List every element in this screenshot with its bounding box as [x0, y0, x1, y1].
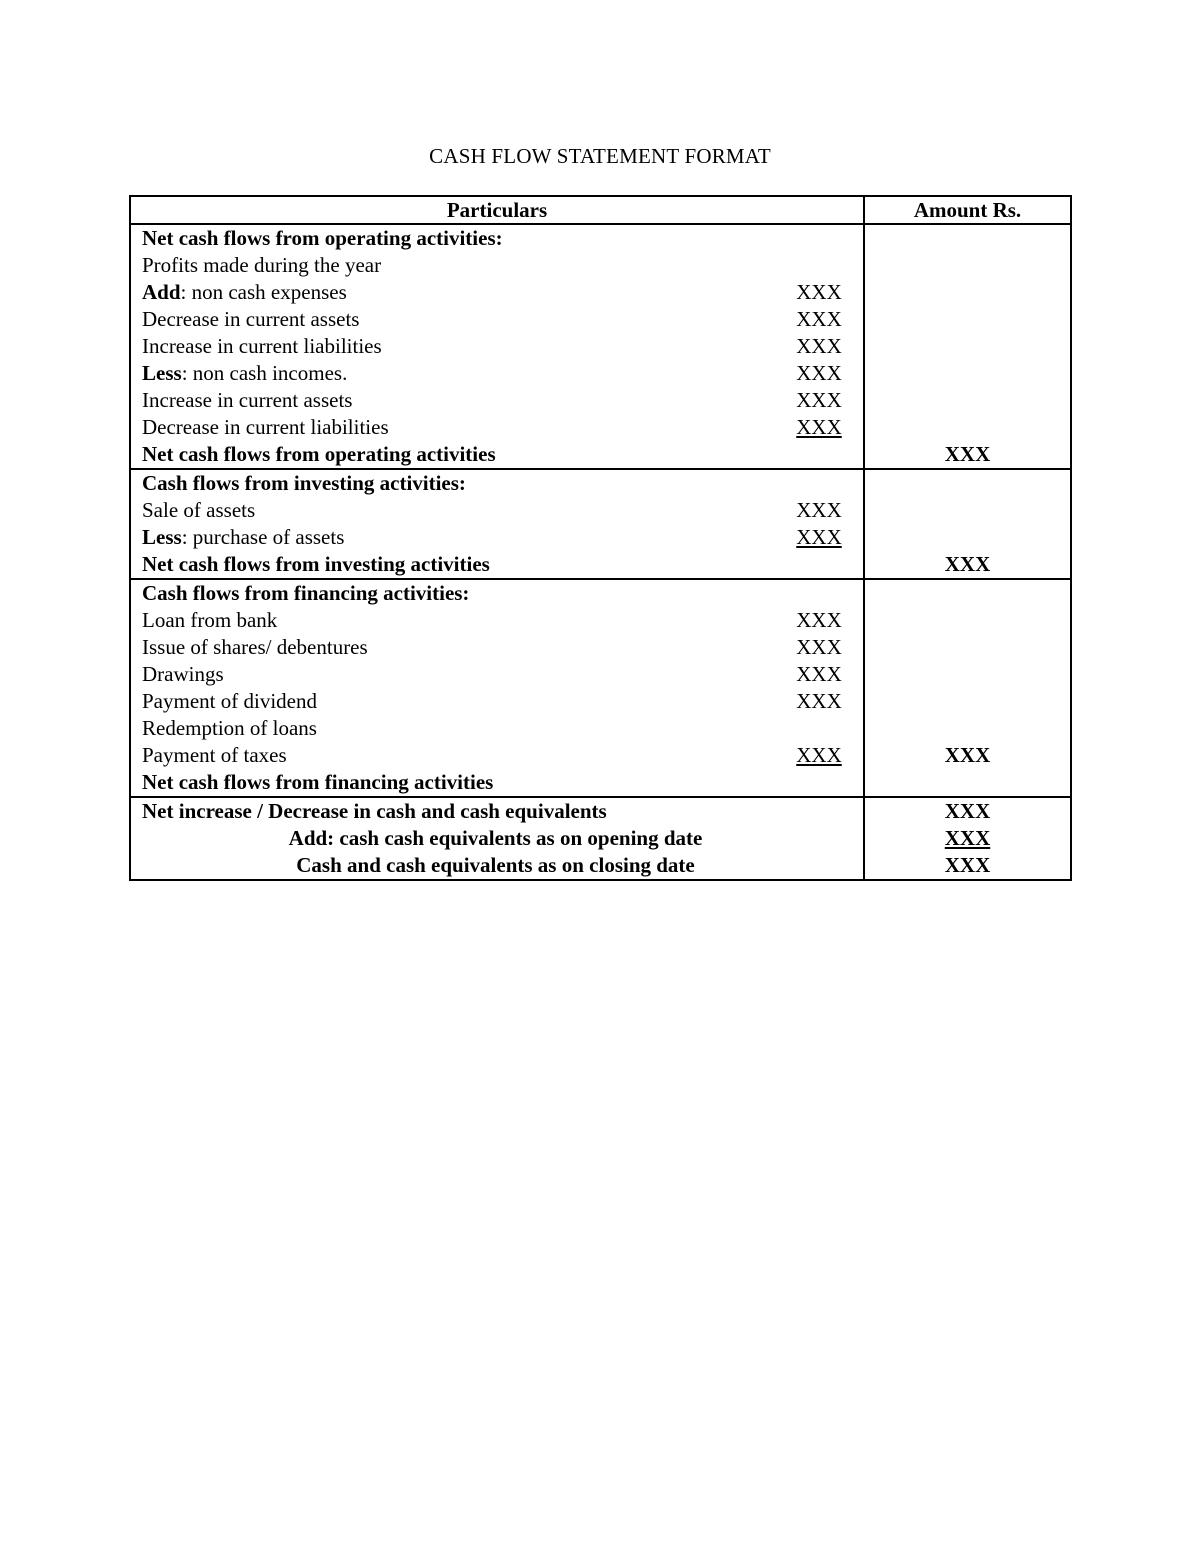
redemption-loans-label: Redemption of loans — [142, 716, 317, 740]
less-value: XXX — [796, 361, 842, 385]
net-change-label: Net increase / Decrease in cash and cash equivalents — [142, 799, 607, 823]
table-header-row — [130, 196, 1071, 224]
drawings-value: XXX — [796, 662, 842, 686]
investing-heading-row — [130, 469, 1071, 497]
add-label: : non cash expenses — [180, 280, 347, 304]
financing-heading: Cash flows from financing activities: — [142, 581, 470, 605]
table-row — [130, 387, 1071, 414]
less-prefix: Less — [142, 361, 182, 385]
table-row — [130, 414, 1071, 441]
table-row — [130, 306, 1071, 333]
dec-current-assets-label: Decrease in current assets — [142, 307, 360, 331]
table-row — [130, 252, 1071, 279]
table-row — [130, 742, 1071, 769]
operating-net-amount: XXX — [944, 442, 991, 466]
page-title: CASH FLOW STATEMENT FORMAT — [429, 144, 771, 168]
opening-row — [130, 825, 1071, 852]
payment-taxes-value: XXX — [796, 743, 842, 767]
operating-net-row — [130, 441, 1071, 469]
table-row — [130, 688, 1071, 715]
inc-current-liabilities-label: Increase in current liabilities — [142, 334, 382, 358]
header-particulars: Particulars — [130, 196, 864, 224]
investing-net-row — [130, 551, 1071, 579]
issue-shares-value: XXX — [796, 635, 842, 659]
investing-less-prefix: Less — [142, 525, 182, 549]
net-change-row — [130, 797, 1071, 825]
dec-current-liabilities-label: Decrease in current liabilities — [142, 415, 389, 439]
table-row — [130, 715, 1071, 742]
investing-less-label: : purchase of assets — [181, 525, 345, 549]
financing-net-row — [130, 769, 1071, 797]
loan-bank-label: Loan from bank — [142, 608, 278, 632]
table-row — [130, 333, 1071, 360]
loan-bank-value: XXX — [796, 608, 842, 632]
financing-heading-row — [130, 579, 1071, 607]
sale-assets-label: Sale of assets — [142, 498, 256, 522]
investing-net-label: Net cash flows from investing activities — [142, 552, 490, 576]
inc-current-assets-label: Increase in current assets — [142, 388, 353, 412]
operating-heading-row — [130, 224, 1071, 252]
add-prefix: Add — [142, 280, 181, 304]
operating-net-label: Net cash flows from operating activities — [142, 442, 496, 466]
table-row — [130, 524, 1071, 551]
profits-label: Profits made during the year — [142, 253, 382, 277]
header-amount: Amount Rs. — [864, 196, 1071, 224]
table-row — [130, 360, 1071, 387]
payment-dividend-label: Payment of dividend — [142, 689, 317, 713]
opening-label: Add: cash cash equivalents as on opening date — [288, 826, 703, 850]
payment-taxes-label: Payment of taxes — [142, 743, 287, 767]
table-row — [130, 661, 1071, 688]
investing-heading: Cash flows from investing activities: — [142, 471, 466, 495]
financing-net-label: Net cash flows from financing activities — [142, 770, 494, 794]
investing-net-amount: XXX — [944, 552, 991, 576]
inc-current-liabilities-value: XXX — [796, 334, 842, 358]
drawings-label: Drawings — [142, 662, 224, 686]
sale-assets-value: XXX — [796, 498, 842, 522]
closing-label: Cash and cash equivalents as on closing date — [296, 853, 695, 877]
issue-shares-label: Issue of shares/ debentures — [142, 635, 368, 659]
inc-current-assets-value: XXX — [796, 388, 842, 412]
investing-less-value: XXX — [796, 525, 842, 549]
dec-current-liabilities-value: XXX — [796, 415, 842, 439]
operating-heading: Net cash flows from operating activities: — [142, 226, 503, 250]
opening-amount: XXX — [944, 826, 991, 850]
table-row — [130, 279, 1071, 306]
add-value: XXX — [796, 280, 842, 304]
less-label: : non cash incomes. — [181, 361, 348, 385]
payment-dividend-value: XXX — [796, 689, 842, 713]
table-row — [130, 607, 1071, 634]
table-row — [130, 497, 1071, 524]
financing-total-amount: XXX — [944, 743, 991, 767]
table-row — [130, 634, 1071, 661]
closing-row — [130, 852, 1071, 880]
net-change-amount: XXX — [944, 799, 991, 823]
dec-current-assets-value: XXX — [796, 307, 842, 331]
cash-flow-table — [129, 195, 1072, 881]
closing-amount: XXX — [944, 853, 991, 877]
